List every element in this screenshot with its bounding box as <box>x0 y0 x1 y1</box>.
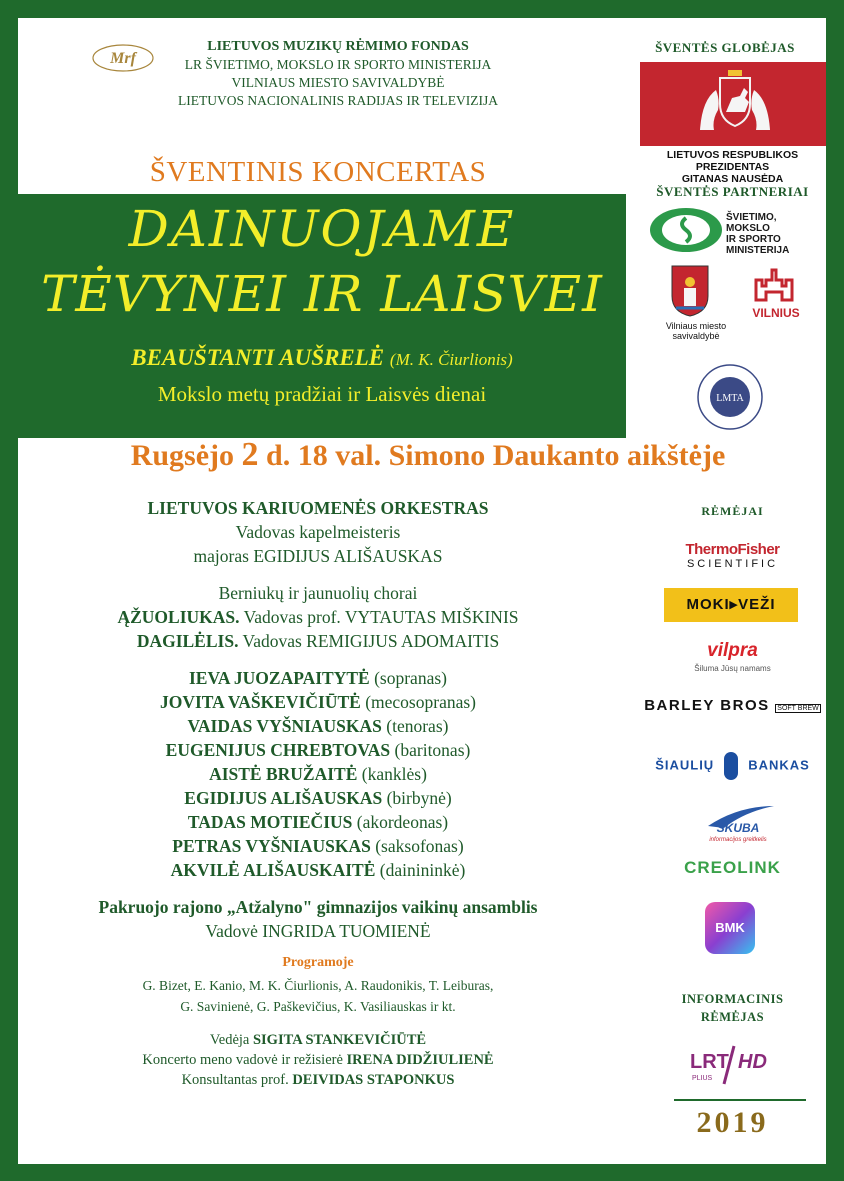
organizer: LIETUVOS NACIONALINIS RADIJAS IR TELEVIZIJA <box>178 93 498 108</box>
divider <box>674 1099 806 1101</box>
director-line <box>58 1050 578 1070</box>
poster-paper <box>18 18 826 1164</box>
info-sponsor-title <box>630 990 826 1026</box>
vilnius-castle-icon <box>752 268 796 302</box>
info-title-line: RĖMĖJAS <box>700 1010 765 1024</box>
date-place: val. Simono Daukanto aikštėje <box>335 439 726 472</box>
director-name: IRENA DIDŽIULIENĖ <box>346 1052 494 1068</box>
choir-name: DAGILĖLIS. <box>136 631 239 651</box>
lrt-text: LRT <box>690 1051 729 1073</box>
barley-bros-logo <box>630 697 826 714</box>
performer-line <box>58 810 578 834</box>
choirs-heading: Berniukų ir jaunuolių chorai <box>218 583 418 603</box>
vilnius-coat-of-arms-icon <box>670 264 710 318</box>
bmk-logo: BMK <box>705 902 755 954</box>
patron-title: ŠVENTĖS GLOBĖJAS <box>655 40 795 55</box>
coat-of-arms-icon <box>690 70 780 138</box>
performer-name: AKVILĖ ALIŠAUSKAITĖ <box>170 860 376 880</box>
vilnius-municipality-caption <box>656 321 736 341</box>
performer-line <box>58 690 578 714</box>
siauliu-s-icon <box>724 752 738 780</box>
consultant-name: DEIVIDAS STAPONKUS <box>292 1072 455 1088</box>
programme-label: Programoje <box>282 955 354 970</box>
date-hour: 18 <box>297 439 328 472</box>
performer-line <box>58 762 578 786</box>
ministry-line: IR SPORTO <box>726 234 781 245</box>
date-day: 2 <box>241 436 259 473</box>
performer-role: (tenoras) <box>386 716 449 736</box>
performer-name: PETRAS VYŠNIAUSKAS <box>172 836 371 856</box>
host-line <box>58 1030 578 1050</box>
vilnius-caption-line: Vilniaus miesto <box>665 321 727 331</box>
date-month: Rugsėjo <box>130 439 235 472</box>
presidential-flag <box>640 62 826 146</box>
orchestra-leader: majoras EGIDIJUS ALIŠAUSKAS <box>193 546 443 566</box>
performer-line <box>58 834 578 858</box>
performer-name: VAIDAS VYŠNIAUSKAS <box>187 716 382 736</box>
lmta-seal-icon <box>695 362 765 432</box>
performer-line <box>58 738 578 762</box>
mokivezi-logo: MOKI▸VEŽI <box>664 588 798 622</box>
performer-role: (dainininkė) <box>379 860 466 880</box>
choir-name: ĄŽUOLIUKAS. <box>117 607 240 627</box>
organizers <box>138 38 538 110</box>
performer-role: (kanklės) <box>361 764 427 784</box>
barley-bros-word: BARLEY BROS <box>644 697 770 714</box>
ministry-logo-icon <box>646 206 726 254</box>
orchestra-role: Vadovas kapelmeisteris <box>235 522 401 542</box>
performer-role: (sopranas) <box>374 668 447 688</box>
performer-line <box>58 786 578 810</box>
choir-line <box>58 605 578 629</box>
president-caption <box>630 149 826 185</box>
organizer: LR ŠVIETIMO, MOKSLO IR SPORTO MINISTERIJA <box>184 57 492 72</box>
program <box>58 496 578 1090</box>
performer-name: IEVA JUOZAPAITYTĖ <box>189 668 370 688</box>
performer-role: (akordeonas) <box>356 812 449 832</box>
creolink-logo: CREOLINK <box>684 858 781 877</box>
partners-title: ŠVENTĖS PARTNERIAI <box>656 184 809 199</box>
hd-text: HD <box>738 1051 767 1073</box>
thermofisher-sub: SCIENTIFIC <box>686 558 779 570</box>
performer-name: EUGENIJUS CHREBTOVAS <box>165 740 391 760</box>
song-title: BEAUŠTANTI AUŠRELĖ <box>131 345 385 370</box>
skuba-text: SKUBA <box>716 821 760 835</box>
siauliu-bankas-logo <box>630 752 826 780</box>
skuba-sub: informacijos greitkelis <box>709 837 767 843</box>
song-author: (M. K. Čiurlionis) <box>389 350 513 369</box>
ministry-line: MOKSLO <box>726 223 770 234</box>
vilpra-slogan: Šiluma Jūsų namams <box>694 664 771 673</box>
composers-line: G. Bizet, E. Kanio, M. K. Čiurlionis, A. Raudonikis, T. Leiburas, <box>142 978 494 993</box>
info-title-line: INFORMACINIS <box>681 992 784 1006</box>
host-name: SIGITA STANKEVIČIŪTĖ <box>252 1032 427 1048</box>
barley-bros-tag: SOFT BREW <box>777 705 819 712</box>
performer-name: JOVITA VAŠKEVIČIŪTĖ <box>159 692 361 712</box>
ministry-logo-text <box>726 212 789 256</box>
dedication: Mokslo metų pradžiai ir Laisvės dienai <box>157 382 487 406</box>
performer-line <box>58 858 578 882</box>
date-location <box>30 436 826 474</box>
choir-leader: Vadovas REMIGIJUS ADOMAITIS <box>242 631 500 651</box>
vilnius-logo-word: VILNIUS <box>752 306 800 320</box>
choir-leader: Vadovas prof. VYTAUTAS MIŠKINIS <box>243 607 519 627</box>
vilnius-caption-line: savivaldybė <box>672 331 720 341</box>
president-title: LIETUVOS RESPUBLIKOS PREZIDENTAS <box>666 149 799 173</box>
thermofisher-logo: ThermoFisher <box>685 541 780 558</box>
performer-name: AISTĖ BRUŽAITĖ <box>209 764 358 784</box>
ministry-line: MINISTERIJA <box>726 245 790 256</box>
lmta-text: LMTA <box>716 393 744 404</box>
organizer: LIETUVOS MUZIKŲ RĖMIMO FONDAS <box>207 39 469 54</box>
performer-role: (saksofonas) <box>375 836 464 856</box>
president-name: GITANAS NAUSĖDA <box>681 173 784 185</box>
sponsors-title: RĖMĖJAI <box>701 504 764 518</box>
composers-line: G. Savinienė, G. Paškevičius, K. Vasiliauskas ir kt. <box>180 999 456 1014</box>
consultant-line <box>58 1070 578 1090</box>
skuba-logo <box>698 804 778 844</box>
performer-name: TADAS MOTIEČIUS <box>187 812 353 832</box>
ensemble-name: Pakruojo rajono „Atžalyno" gimnazijos vaikinų ansamblis <box>98 897 538 917</box>
consultant-role: Konsultantas prof. <box>181 1072 289 1088</box>
organizer: VILNIAUS MIESTO SAVIVALDYBĖ <box>231 75 445 90</box>
performer-role: (birbynė) <box>386 788 452 808</box>
performer-role: (baritonas) <box>394 740 471 760</box>
host-role: Vedėja <box>209 1032 250 1048</box>
ensemble-leader: Vadovė INGRIDA TUOMIENĖ <box>205 921 431 941</box>
vilpra-logo: vilpra <box>707 640 758 661</box>
performer-role: (mecosopranas) <box>365 692 476 712</box>
choir-line <box>58 629 578 653</box>
date-day-suffix: d. <box>266 439 291 472</box>
orchestra-name: LIETUVOS KARIUOMENĖS ORKESTRAS <box>147 498 489 518</box>
ministry-line: ŠVIETIMO, <box>726 212 777 223</box>
siauliu-word: ŠIAULIŲ <box>655 757 715 773</box>
song-line <box>18 345 626 371</box>
year: 2019 <box>696 1106 769 1139</box>
plius-text: PLIUS <box>692 1075 713 1082</box>
title-line-2: TĖVYNEI IR LAISVEI <box>41 265 603 323</box>
concert-kind: ŠVENTINIS KONCERTAS <box>149 156 487 188</box>
title-line-1: DAINUOJAME <box>128 200 516 258</box>
director-role: Koncerto meno vadovė ir režisierė <box>142 1052 343 1068</box>
bankas-word: BANKAS <box>748 757 810 773</box>
performer-line <box>58 666 578 690</box>
mrf-logo-text: Mrf <box>110 50 136 67</box>
lrt-plius-hd-logo <box>688 1042 778 1086</box>
performer-name: EGIDIJUS ALIŠAUSKAS <box>184 788 383 808</box>
performer-line <box>58 714 578 738</box>
